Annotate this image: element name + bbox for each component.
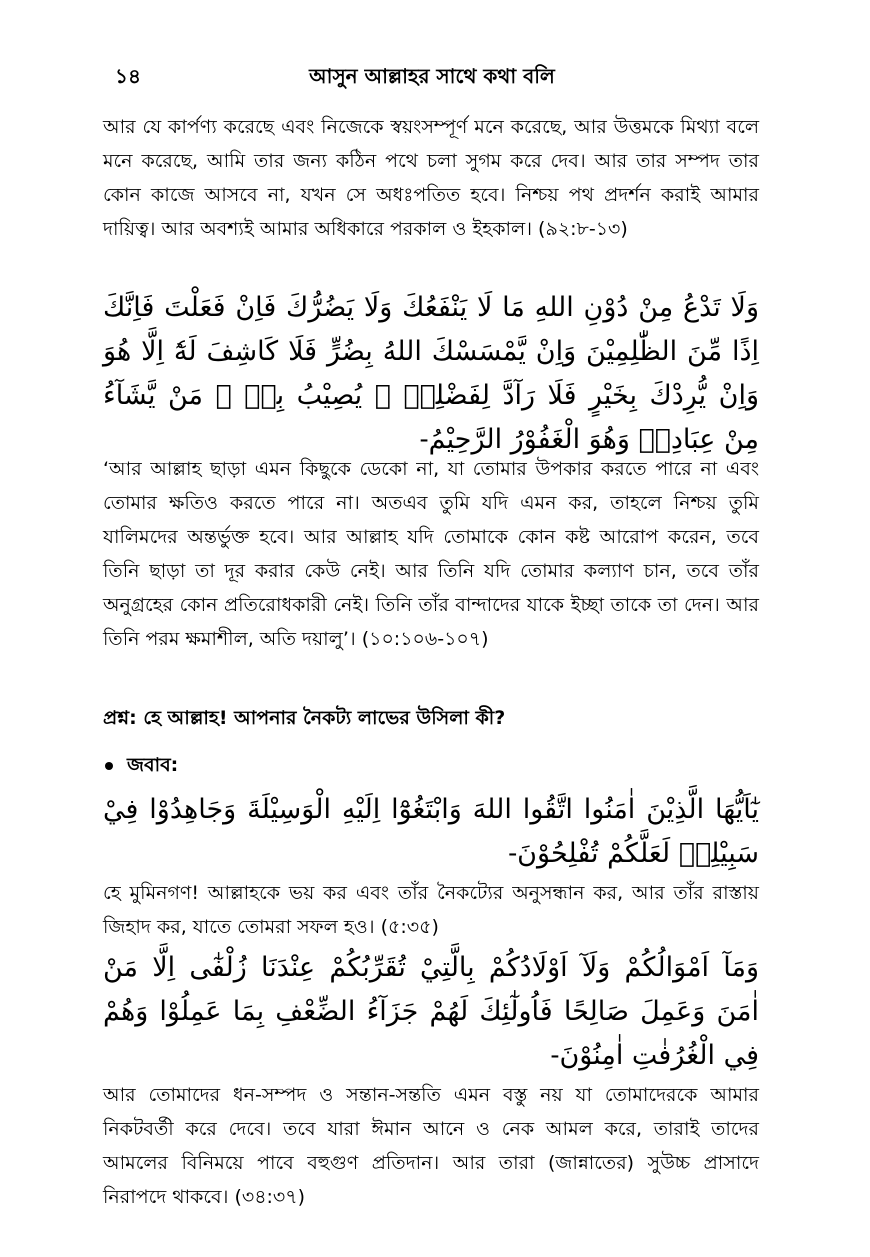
answer-label-text: জবাব: [127, 754, 179, 776]
translation-paragraph-2: ‘আর আল্লাহ ছাড়া এমন কিছুকে ডেকো না, যা তোমার উপকার করতে পারে না এবং তোমার ক্ষতিও করতে পারে না। অতএব তুমি যদি এমন কর, তাহলে নিশ্চয় তুমি যালিমদের অন্তর্ভুক্ত হবে। আর আল্লাহ যদি তোমাকে কোন কষ্ট আরোপ করেন, তবে তিনি ছাড়া তা দূর করার কেউ নেই। আর তিনি যদি তোমার কল্যাণ চান, তবে তাঁর অনুগ্রহের কোন প্রতিরোধকারী নেই। তিনি তাঁর বান্দাদের যাকে ইচ্ছা তাকে তা দেন। আর তিনি পরম ক্ষমাশীল, অতি দয়ালু’। (১০:১০৬-১০৭) [103, 458, 759, 650]
page-header [107, 62, 757, 96]
arabic-verse-1: وَلَا تَدْعُ مِنْ دُوْنِ اللهِ مَا لَا يَنْفَعُكَ وَلَا يَضُرُّكَ فَاِنْ فَعَلْتَ فَاِنَّكَ اِذًا مِّنَ الظّٰلِمِيْنَ وَاِنْ يَّمْسَسْكَ اللهُ بِضُرٍّ فَلَا كَاشِفَ لَهٗٓ اِلَّا هُوَ وَاِنْ يُّرِدْكَ بِخَيْرٍ فَلَا رَآدَّ لِفَضْلِهٖ ۖ يُصِيْبُ بِهٖ ۖ مَنْ يَّشَآءُ مِنْ عِبَادِهٖ وَهُوَ الْغَفُوْرُ الرَّحِيْمُ- [103, 292, 759, 455]
translation-paragraph-1: আর যে কার্পণ্য করেছে এবং নিজেকে স্বয়ংসম্পূর্ণ মনে করেছে, আর উত্তমকে মিথ্যা বলে মনে করেছে, আমি তার জন্য কঠিন পথে চলা সুগম করে দেব। আর তার সম্পদ তার কোন কাজে আসবে না, যখন সে অধঃপতিত হবে। নিশ্চয় পথ প্রদর্শন করাই আমার দায়িত্ব। আর অবশ্যই আমার অধিকারে পরকাল ও ইহকাল। (৯২:৮-১৩) [103, 116, 759, 240]
arabic-verse-2: يٰٓاَيُّهَا الَّذِيْنَ اٰمَنُوا اتَّقُوا اللهَ وَابْتَغُوْٓا اِلَيْهِ الْوَسِيْلَةَ وَجَاهِدُوْا فِيْ سَبِيْلِهٖ لَعَلَّكُمْ تُفْلِحُوْنَ- [103, 794, 759, 869]
answer-label [103, 750, 759, 780]
translation-paragraph-4: আর তোমাদের ধন-সম্পদ ও সন্তান-সন্ততি এমন বস্তু নয় যা তোমাদেরকে আমার নিকটবর্তী করে দেবে। তবে যারা ঈমান আনে ও নেক আমল করে, তারাই তাদের আমলের বিনিময়ে পাবে বহুগুণ প্রতিদান। আর তারা (জান্নাতের) সুউচ্চ প্রাসাদে নিরাপদে থাকবে। (৩৪:৩৭) [103, 1084, 759, 1208]
bullet-icon [105, 762, 113, 770]
question-heading: প্রশ্ন: হে আল্লাহ! আপনার নৈকট্য লাভের উসিলা কী? [103, 707, 506, 729]
page-number: ১৪ [115, 64, 141, 88]
translation-paragraph-3: হে মুমিনগণ! আল্লাহকে ভয় কর এবং তাঁর নৈকট্যের অনুসন্ধান কর, আর তাঁর রাস্তায় জিহাদ কর, যাতে তোমরা সফল হও। (৫:৩৫) [103, 882, 759, 938]
running-title: আসুন আল্লাহর সাথে কথা বলি [309, 64, 555, 88]
arabic-verse-3: وَمَآ اَمْوَالُكُمْ وَلَآ اَوْلَادُكُمْ بِالَّتِيْ تُقَرِّبُكُمْ عِنْدَنَا زُلْفٰٓى اِلَّا مَنْ اٰمَنَ وَعَمِلَ صَالِحًا فَاُولٰٓئِكَ لَهُمْ جَزَآءُ الضِّعْفِ بِمَا عَمِلُوْا وَهُمْ فِي الْغُرُفٰتِ اٰمِنُوْنَ- [103, 952, 759, 1071]
